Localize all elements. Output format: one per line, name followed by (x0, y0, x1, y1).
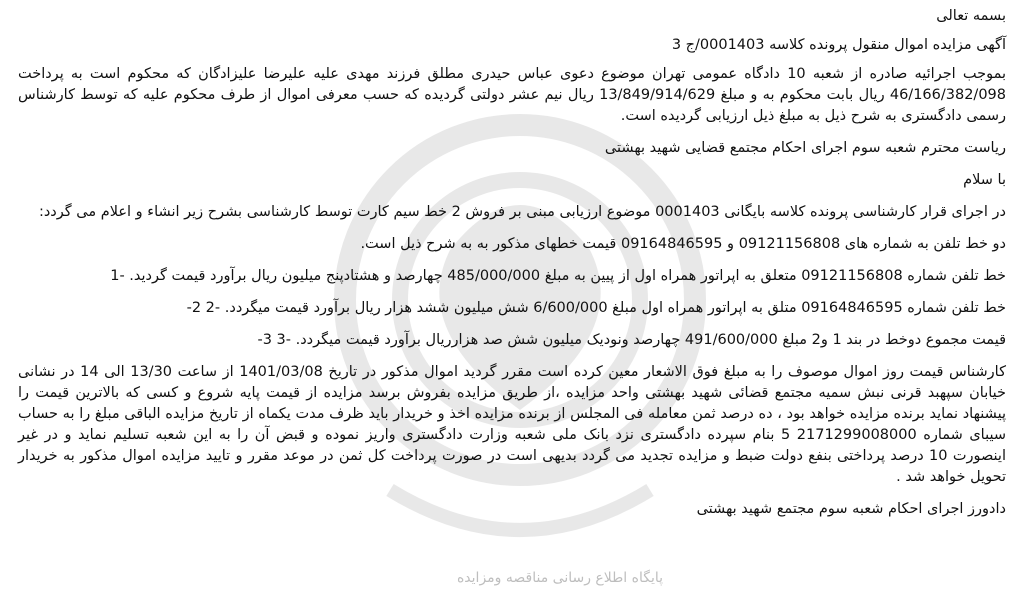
phones-line: دو خط تلفن به شماره های 09121156808 و 09164846595 قیمت خطهای مذکور به به شرح ذیل است. (360, 236, 1006, 252)
expert-intro-paragraph: در اجرای قرار کارشناسی پرونده کلاسه بایگانی 0001403 موضوع ارزیابی مبنی بر فروش 2 خط سیم کارت توسط کارشناسی بشرح زیر انشاء و اعلام می گردد: (38, 204, 1006, 220)
watermark-text: پایگاه اطلاع رسانی مناقصه ومزایده (456, 570, 664, 586)
auction-paragraph: کارشناس قیمت روز اموال موصوف را به مبلغ فوق الاشعار معین کرده است مقرر گردید اموال مذکور در تاریخ 1401/03/08 از ساعت 13/30 الی 14 در نشانی خیابان سپهبد قرنی نبش سمیه مجتمع قضائی شهید بهشتی واحد مزایده ،از طریق مزایده بفروش برسد مزایده از قیمت پایه شروع و کسی که بالاترین قیمت را پیشنهاد نماید برنده مزایده خواهد بود ، ده درصد ثمن معامله فی المجلس از برنده مزایده اخذ و خریدار باید ظرف مدت یکماه از تاریخ مزایده الباقی مبلغ را به حساب سیبای شماره 2171299008000 5 بنام سپرده دادگستری نزد بانک ملی شعبه وزارت دادگستری واریز نموده و قبض آن را به این شعبه تسلیم نماید و در غیر اینصورت 10 درصد پرداختی بنفع دولت ضبط و مزایده تجدید می گردد بدیهی است در صورت پرداخت کل ثمن در موعد مقرر و تایید مزایده اموال مذکور به خریدار تحویل خواهد شد . (18, 364, 1007, 485)
addressee: ریاست محترم شعبه سوم اجرای احکام مجتمع قضایی شهید بهشتی (604, 140, 1006, 156)
document-title: آگهی مزایده اموال منقول پرونده کلاسه 0001403/ج 3 (671, 37, 1006, 53)
intro-paragraph: بموجب اجرائیه صادره از شعبه 10 دادگاه عمومی تهران موضوع دعوی عباس حیدری مطلق فرزند مهدی علیه علیرضا علیزادگان که محکوم است به پرداخت 46/166/382/098 ریال بابت محکوم به و مبلغ 13/849/914/629 ریال نیم عشر دولتی گردیده که حسب معرفی اموال از طرف محکوم علیه که توسط کارشناس رسمی دادگستری به شرح ذیل به مبلغ ذیل ارزیابی گردیده است. (18, 66, 1006, 124)
list-item: خط تلفن شماره 09164846595 متلق به اپراتور همراه اول مبلغ 6/600/000 شش میلیون ششد هزار ریال برآورد قیمت میگردد. -2 2- (186, 300, 1006, 316)
list-item: قیمت مجموع دوخط در بند 1 و2 مبلغ 491/600/000 چهارصد ونودیک میلیون شش صد هزارریال برآورد قیمت میگردد. -3 3- (257, 332, 1006, 348)
signature: دادورز اجرای احکام شعبه سوم مجتمع شهید بهشتی (696, 501, 1006, 517)
list-item: خط تلفن شماره 09121156808 متعلق به اپراتور همراه اول از پیین به مبلغ 485/000/000 چهارصد و هشتادپنج میلیون ریال برآورد قیمت گردید. -1 (110, 268, 1006, 284)
greeting: با سلام (963, 172, 1006, 188)
document-body (18, 6, 1006, 520)
salutation: بسمه تعالی (936, 8, 1006, 24)
